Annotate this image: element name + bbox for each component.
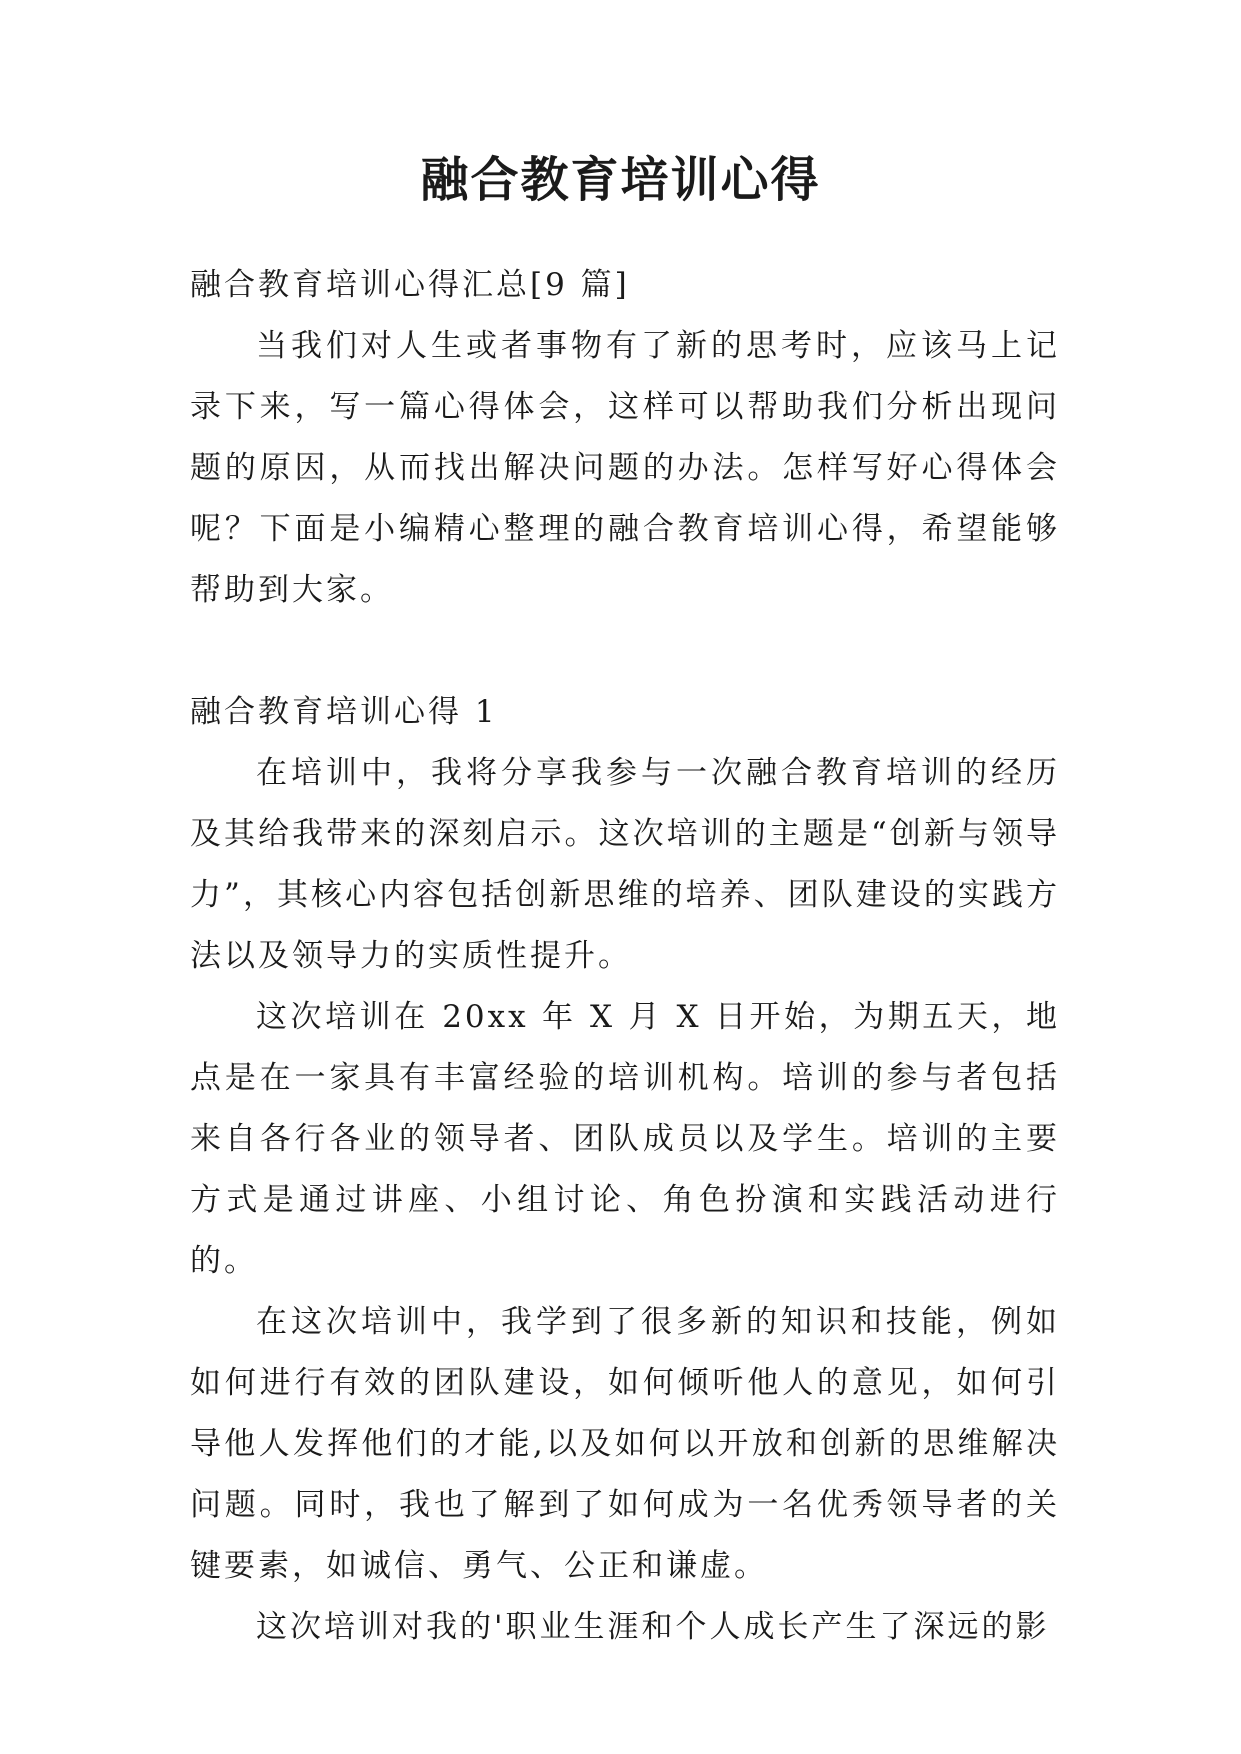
section-heading: 融合教育培训心得 1 <box>190 694 498 730</box>
document-body <box>190 255 1060 1658</box>
intro-paragraph: 当我们对人生或者事物有了新的思考时，应该马上记录下来，写一篇心得体会，这样可以帮助我们分析出现问题的原因，从而找出解决问题的办法。怎样写好心得体会呢？下面是小编精心整理的融合教育培训心得，希望能够帮助到大家。 <box>190 328 1060 608</box>
body-paragraph-4: 这次培训对我的'职业生涯和个人成长产生了深远的影 <box>256 1609 1050 1645</box>
body-paragraph-3: 在这次培训中，我学到了很多新的知识和技能，例如如何进行有效的团队建设，如何倾听他人的意见，如何引导他人发挥他们的才能,以及如何以开放和创新的思维解决问题。同时，我也了解到了如何成为一名优秀领导者的关键要素，如诚信、勇气、公正和谦虚。 <box>190 1304 1060 1584</box>
section-spacer <box>190 621 1060 682</box>
body-paragraph-2: 这次培训在 20xx 年 X 月 X 日开始，为期五天，地点是在一家具有丰富经验的培训机构。培训的参与者包括来自各行各业的领导者、团队成员以及学生。培训的主要方式是通过讲座、小组讨论、角色扮演和实践活动进行的。 <box>190 999 1060 1279</box>
body-paragraph-1: 在培训中，我将分享我参与一次融合教育培训的经历及其给我带来的深刻启示。这次培训的主题是“创新与领导力”，其核心内容包括创新思维的培养、团队建设的实践方法以及领导力的实质性提升。 <box>190 755 1060 974</box>
document-subtitle: 融合教育培训心得汇总[9 篇] <box>190 267 630 303</box>
document-title: 融合教育培训心得 <box>420 152 821 208</box>
